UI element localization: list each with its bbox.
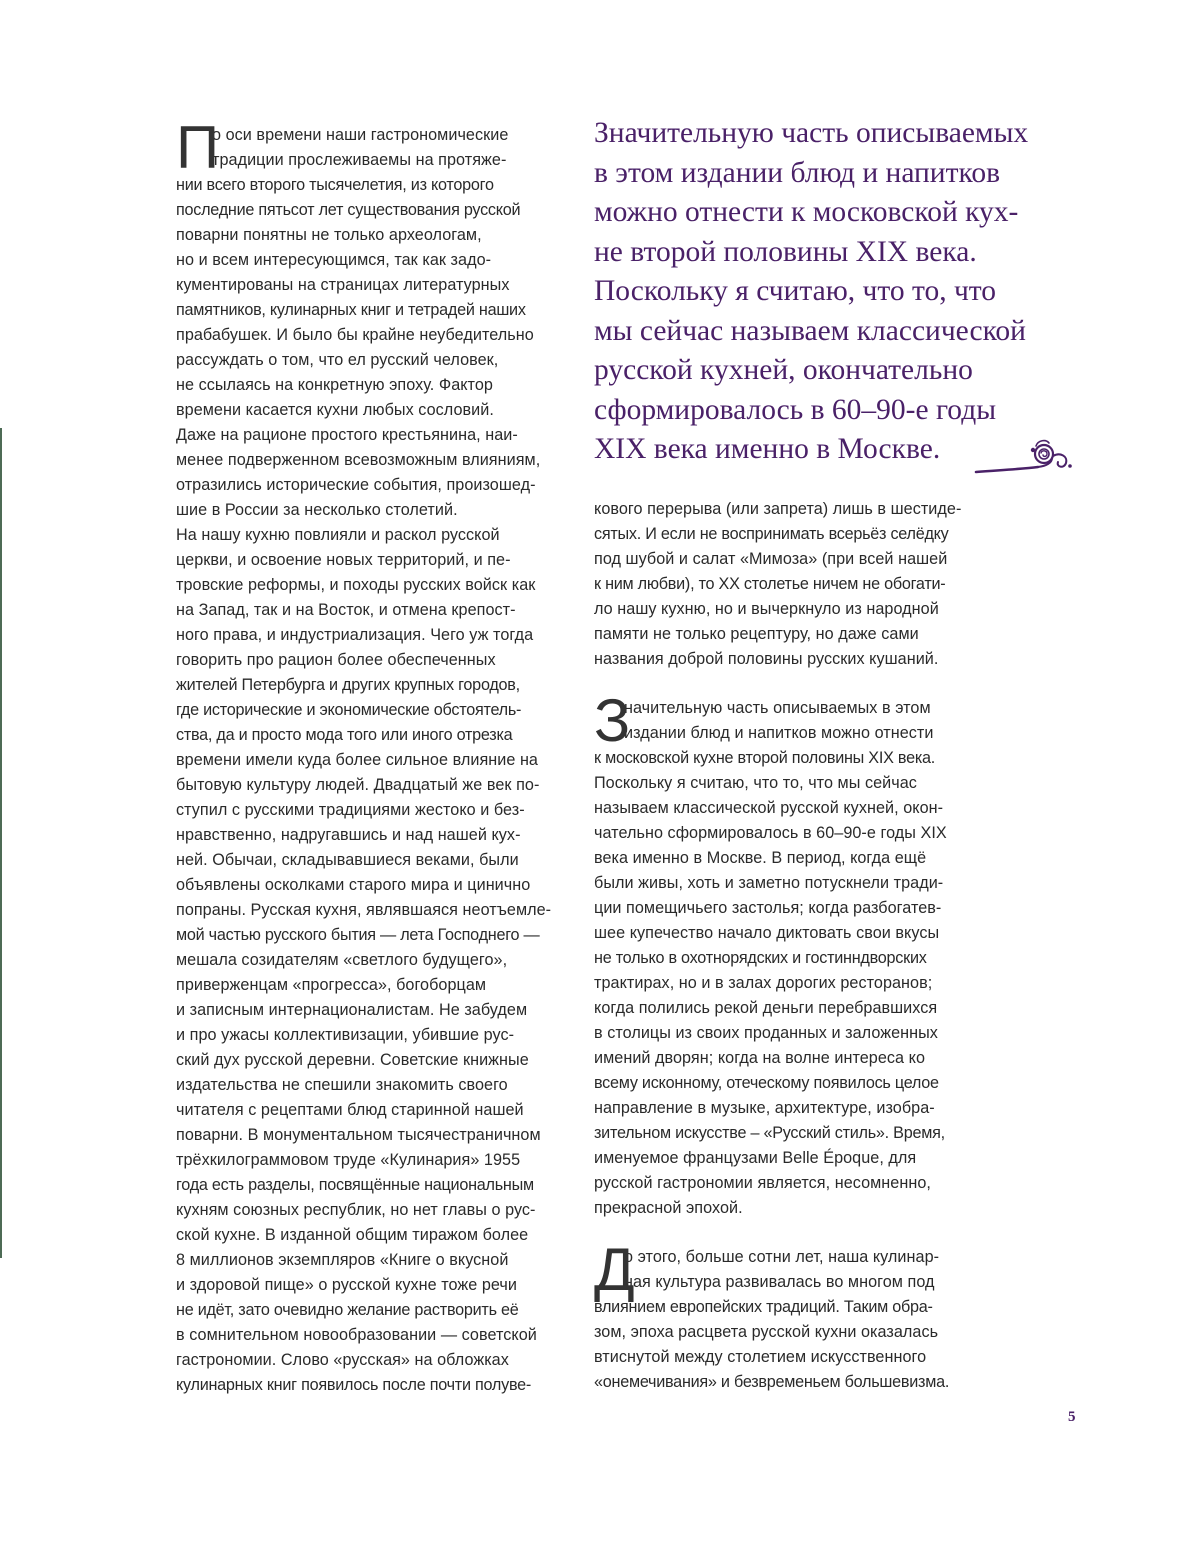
text-line: зительном искусстве – «Русский стиль». Время,	[594, 1124, 945, 1142]
text-line: под шубой и салат «Мимоза» (при всей нашей	[594, 550, 948, 568]
text-line: сформировалось в 60–90-е годы	[594, 393, 997, 426]
text-line: начительную часть описываемых в этом	[624, 699, 931, 717]
text-line: к московской кухне второй половины XIX века.	[594, 749, 936, 767]
pull-quote	[594, 114, 1094, 470]
text-line: рассуждать о том, что ел русский человек,	[176, 351, 499, 369]
text-line: кового перерыва (или запрета) лишь в шестиде-	[594, 500, 962, 518]
text-line: не только в охотнорядских и гостинндворских	[594, 949, 927, 967]
text-line: ло нашу кухню, но и вычеркнуло из народной	[594, 600, 939, 618]
flourish-ornament-icon	[972, 436, 1082, 482]
text-line: тровские реформы, и походы русских войск как	[176, 576, 536, 594]
text-line: можно отнести к московской кух-	[594, 196, 1019, 228]
text-line: были живы, хоть и заметно потускнели тради-	[594, 874, 944, 892]
left-column	[176, 114, 572, 1398]
text-line: последние пятьсот лет существования русской	[176, 201, 521, 219]
text-line: не идёт, зато очевидно желание растворить её	[176, 1301, 519, 1319]
text-line: кулинарных книг появилось после почти полуве-	[176, 1376, 532, 1394]
text-line: попраны. Русская кухня, являвшаяся неотъемле-	[176, 901, 552, 919]
text-line: в этом издании блюд и напитков	[594, 156, 1000, 189]
text-line: менее подверженном всевозможным влияниям,	[176, 451, 541, 469]
text-line: прабабушек. И было бы крайне неубедительно	[176, 326, 534, 344]
text-line: отразились исторические события, произошед-	[176, 476, 536, 494]
text-line: ная культура развивалась во многом под	[624, 1273, 935, 1291]
text-line: о оси времени наши гастрономические	[212, 126, 509, 144]
text-line: не второй половины XIX века.	[594, 235, 977, 268]
text-line: названия доброй половины русских кушаний.	[594, 650, 939, 668]
text-line: памяти не только рецептуру, но даже сами	[594, 625, 919, 643]
text-line: прекрасной эпохой.	[594, 1199, 743, 1217]
page-number: 5	[1068, 1409, 1076, 1425]
text-line: издании блюд и напитков можно отнести	[624, 724, 934, 742]
text-line: где исторические и экономические обстоятель-	[176, 701, 522, 719]
text-line: поварни. В монументальном тысячестраничном	[176, 1126, 541, 1144]
text-line: приверженцам «прогресса», богоборцам	[176, 976, 487, 994]
text-line: времени имели куда более сильное влияние на	[176, 751, 538, 769]
text-line: нравственно, надругавшись и над нашей кух-	[176, 826, 521, 844]
text-line: русской гастрономии является, несомненно,	[594, 1174, 931, 1192]
right-continuation-text	[594, 497, 990, 672]
text-line: и про ужасы коллективизации, убившие рус-	[176, 1026, 515, 1044]
text-line: «онемечивания» и безвременьем большевизма.	[594, 1373, 950, 1391]
text-line: имений дворян; когда на волне интереса ко	[594, 1049, 925, 1067]
text-line: гастрономии. Слово «русская» на обложках	[176, 1351, 509, 1369]
text-line: мешала созидателям «светлого будущего»,	[176, 951, 508, 969]
right-column	[594, 497, 990, 1395]
text-line: ции помещичьего застолья; когда разбогатев-	[594, 899, 942, 917]
text-line: к ним любви), то XX столетье ничем не обогати-	[594, 575, 946, 593]
text-line: поварни понятны не только археологам,	[176, 226, 482, 244]
text-line: Поскольку я считаю, что то, что	[594, 275, 997, 307]
text-line: кухням союзных республик, но нет главы о рус-	[176, 1201, 536, 1219]
text-line: говорить про рацион более обеспеченных	[176, 651, 496, 669]
right-paragraph-3	[594, 1236, 990, 1395]
text-line: шие в России за несколько столетий.	[176, 501, 458, 519]
text-line: называем классической русской кухней, окон-	[594, 799, 944, 817]
text-line: о этого, больше сотни лет, наша кулинар-	[624, 1248, 940, 1266]
text-line: ской кухне. В изданной общим тиражом более	[176, 1226, 529, 1244]
text-line: в сомнительном новообразовании — советской	[176, 1326, 537, 1344]
left-paragraph-1	[176, 114, 572, 1398]
page-edge-mark	[0, 428, 2, 1258]
text-line: XIX века именно в Москве.	[594, 433, 941, 465]
text-line: ного права, и индустриализация. Чего уж тогда	[176, 626, 534, 644]
text-line: ства, да и просто мода того или иного отрезка	[176, 726, 513, 744]
text-line: чательно сформировалось в 60–90-е годы XIX	[594, 824, 947, 842]
text-line: русской кухней, окончательно	[594, 354, 973, 386]
right-paragraph-2	[594, 687, 990, 1221]
drop-cap: Д	[594, 1236, 635, 1303]
text-line: сятых. И если не воспринимать всерьёз селёдку	[594, 525, 949, 543]
right-paragraph-3-lines	[594, 1245, 990, 1395]
text-line: трактирах, но и в залах дорогих ресторанов;	[594, 974, 933, 992]
text-line: издательства не спешили знакомить своего	[176, 1076, 508, 1094]
text-line: объявлены осколками старого мира и цинично	[176, 876, 531, 894]
text-line: всему исконному, отеческому появилось целое	[594, 1074, 939, 1092]
text-line: года есть разделы, посвящённые национальным	[176, 1176, 534, 1194]
text-line: На нашу кухню повлияли и раскол русской	[176, 526, 500, 544]
text-line: читателя с рецептами блюд старинной нашей	[176, 1101, 524, 1119]
text-line: и здоровой пище» о русской кухне тоже речи	[176, 1276, 518, 1294]
text-line: Даже на рационе простого крестьянина, наи-	[176, 426, 518, 444]
text-line: не ссылаясь на конкретную эпоху. Фактор	[176, 376, 493, 394]
text-line: мы сейчас называем классической	[594, 314, 1026, 347]
text-line: ней. Обычаи, складывавшиеся веками, были	[176, 851, 519, 869]
text-line: нии всего второго тысячелетия, из которого	[176, 176, 494, 194]
text-line: ский дух русской деревни. Советские книжные	[176, 1051, 529, 1069]
text-line: когда полились рекой деньги перебравшихся	[594, 999, 938, 1017]
text-line: века именно в Москве. В период, когда ещё	[594, 849, 927, 867]
text-line: в столицы из своих проданных и заложенных	[594, 1024, 938, 1042]
text-line: жителей Петербурга и других крупных городов,	[176, 676, 520, 694]
text-line: 8 миллионов экземпляров «Книге о вкусной	[176, 1251, 509, 1269]
text-line: ступил с русскими традициями жестоко и без-	[176, 801, 525, 819]
text-line: кументированы на страницах литературных	[176, 276, 510, 294]
text-line: традиции прослеживаемы на протяже-	[212, 151, 507, 169]
text-line: втиснутой между столетием искусственного	[594, 1348, 927, 1366]
right-paragraph-2-lines	[594, 696, 990, 1221]
drop-cap: П	[176, 114, 220, 181]
text-line: церкви, и освоение новых территорий, и пе-	[176, 551, 511, 569]
text-line: именуемое французами Belle Époque, для	[594, 1149, 917, 1167]
text-line: на Запад, так и на Восток, и отмена крепост-	[176, 601, 516, 619]
text-line: трёхкилограммовом труде «Кулинария» 1955	[176, 1151, 521, 1169]
text-line: мой частью русского бытия — лета Господнего —	[176, 926, 540, 944]
text-line: направление в музыке, архитектуре, изобра-	[594, 1099, 935, 1117]
drop-cap: З	[594, 687, 631, 754]
text-line: и записным интернационалистам. Не забудем	[176, 1001, 528, 1019]
text-line: но и всем интересующимся, так как задо-	[176, 251, 492, 269]
text-line: шее купечество начало диктовать свои вкусы	[594, 924, 940, 942]
text-line: времени касается кухни любых сословий.	[176, 401, 494, 419]
pull-quote-lines	[594, 114, 1094, 470]
text-line: памятников, кулинарных книг и тетрадей наших	[176, 301, 526, 319]
text-line: влиянием европейских традиций. Таким обра-	[594, 1298, 933, 1316]
text-line: зом, эпоха расцвета русской кухни оказалась	[594, 1323, 939, 1341]
text-line: бытовую культуру людей. Двадцатый же век по-	[176, 776, 540, 794]
left-paragraph-lines	[176, 123, 572, 1398]
text-line: Значительную часть описываемых	[594, 117, 1029, 149]
text-line: Поскольку я считаю, что то, что мы сейчас	[594, 774, 917, 792]
